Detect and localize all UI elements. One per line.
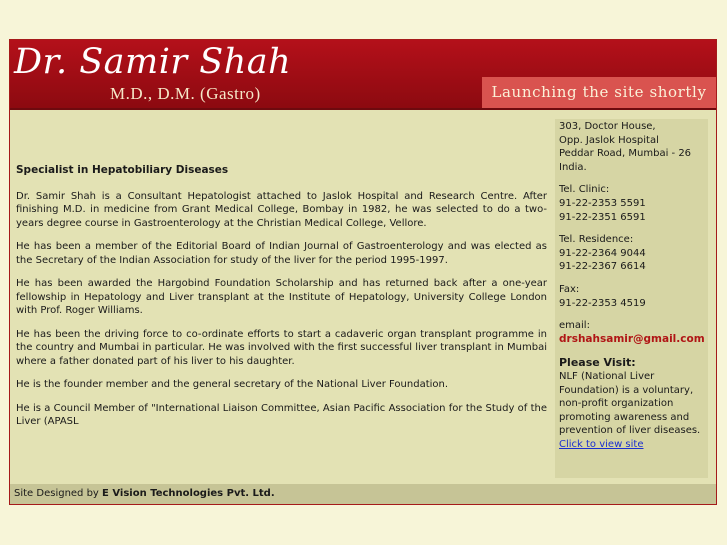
fax-block bbox=[559, 283, 705, 310]
address-line: Opp. Jaslok Hospital bbox=[559, 134, 659, 146]
bio-paragraph: He has been a member of the Editorial Board of Indian Journal of Gastroenterology and was elected as the Secretary of the Indian Association for study of the liver for the period 1995-1997. bbox=[16, 241, 547, 266]
fax-label: Fax: bbox=[559, 283, 580, 295]
bio-paragraph: He is a Council Member of "International Liaison Committee, Asian Pacific Association for the Study of the Liver (APASL bbox=[16, 402, 547, 427]
contact-sidebar bbox=[555, 119, 708, 478]
residence-phone-label: Tel. Residence: bbox=[559, 234, 634, 246]
address-line: Peddar Road, Mumbai - 26 bbox=[559, 148, 692, 160]
fax-number: 91-22-2353 4519 bbox=[559, 297, 646, 309]
page-heading: Specialist in Hepatobiliary Diseases bbox=[16, 164, 229, 176]
clinic-phone: 91-22-2351 6591 bbox=[559, 211, 646, 223]
footer-company: E Vision Technologies Pvt. Ltd. bbox=[102, 488, 275, 499]
doctor-qualification: M.D., D.M. (Gastro) bbox=[110, 84, 261, 103]
footer-prefix: Site Designed by bbox=[14, 488, 99, 499]
bio-paragraph: He has been awarded the Hargobind Foundation Scholarship and has returned back after a one-year fellowship in Hepatology and Liver transplant at the Institute of Hepatology, University College London with Prof. Roger Williams. bbox=[16, 278, 547, 316]
bio-paragraph: He has been the driving force to co-ordinate efforts to start a cadaveric organ transplant programme in the country and Mumbai in particular. He was involved with the first successful liver transplant in Mumbai where a father donated part of his liver to his daughter. bbox=[16, 328, 547, 367]
address-line: 303, Doctor House, bbox=[559, 121, 656, 132]
residence-phone: 91-22-2367 6614 bbox=[559, 261, 646, 273]
main-content bbox=[16, 164, 547, 439]
page-frame bbox=[9, 39, 717, 505]
address-block bbox=[559, 120, 705, 174]
view-site-link[interactable]: Click to view site bbox=[559, 438, 644, 450]
site-footer bbox=[10, 484, 716, 504]
email-label: email: bbox=[559, 320, 590, 332]
clinic-phone: 91-22-2353 5591 bbox=[559, 197, 646, 209]
doctor-name-logo: Dr. Samir Shah bbox=[14, 42, 292, 82]
address-line: India. bbox=[559, 161, 587, 173]
bio-paragraph: Dr. Samir Shah is a Consultant Hepatologist attached to Jaslok Hospital and Research Centre. After finishing M.D. in medicine from Grant Medical College, Bombay in 1982, he was selected to do a two-years degree course in Gastroenterology at the Christian Medical College, Vellore. bbox=[16, 190, 547, 229]
bio-paragraph: He is the founder member and the general secretary of the National Liver Foundation. bbox=[16, 379, 449, 390]
clinic-phone-label: Tel. Clinic: bbox=[559, 184, 610, 196]
email-link[interactable]: drshahsamir@gmail.com bbox=[559, 332, 705, 345]
nlf-description-text: NLF (National Liver Foundation) is a voluntary, non-profit organization promoting awareness and prevention of liver diseases. bbox=[559, 370, 701, 437]
launch-banner: Launching the site shortly bbox=[482, 77, 716, 108]
clinic-phone-block bbox=[559, 183, 705, 224]
residence-phone: 91-22-2364 9044 bbox=[559, 247, 646, 259]
residence-phone-block bbox=[559, 233, 705, 274]
email-block bbox=[559, 319, 705, 346]
visit-title: Please Visit: bbox=[559, 356, 636, 370]
nlf-description bbox=[559, 370, 705, 452]
site-header bbox=[10, 40, 716, 110]
